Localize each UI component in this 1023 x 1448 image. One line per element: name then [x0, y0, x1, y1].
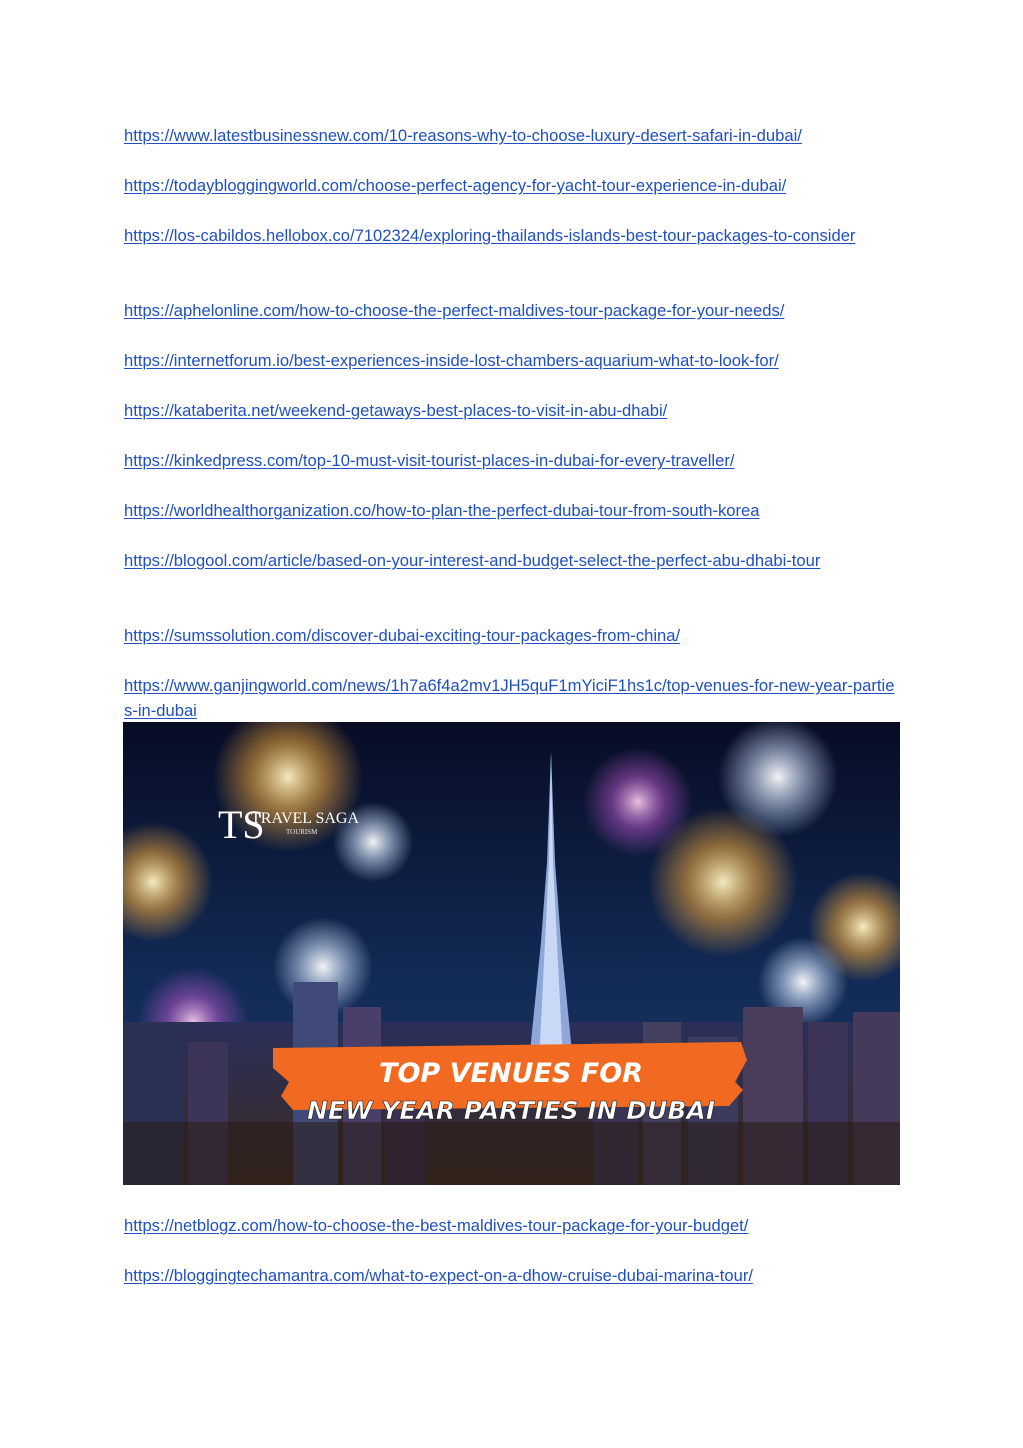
link-los-cabildos[interactable]: https://los-cabildos.hellobox.co/7102324/exploring-thailands-islands-best-tour-packages-to-consider: [124, 226, 856, 245]
link-ganjingworld[interactable]: https://www.ganjingworld.com/news/1h7a6f4a2mv1JH5quF1mYiciF1hs1c/top-venues-for-new-year-parties-in-dubai: [124, 676, 895, 720]
logo-name: TRAVEL SAGA: [251, 810, 360, 827]
link-worldhealthorganization[interactable]: https://worldhealthorganization.co/how-to-plan-the-perfect-dubai-tour-from-south-korea: [124, 501, 760, 520]
link-kataberita[interactable]: https://kataberita.net/weekend-getaways-best-places-to-visit-in-abu-dhabi/: [124, 401, 668, 420]
link-internetforum[interactable]: https://internetforum.io/best-experiences-inside-lost-chambers-aquarium-what-to-look-for/: [124, 351, 779, 370]
link-todaybloggingworld[interactable]: https://todaybloggingworld.com/choose-perfect-agency-for-yacht-tour-experience-in-dubai/: [124, 176, 787, 195]
headline-line-2: NEW YEAR PARTIES IN DUBAI: [306, 1096, 716, 1125]
link-latestbusinessnew[interactable]: https://www.latestbusinessnew.com/10-reasons-why-to-choose-luxury-desert-safari-in-dubai/: [124, 126, 802, 145]
link-aphelonline[interactable]: https://aphelonline.com/how-to-choose-the-perfect-maldives-tour-package-for-your-needs/: [124, 301, 785, 320]
link-kinkedpress[interactable]: https://kinkedpress.com/top-10-must-visit-tourist-places-in-dubai-for-every-traveller/: [124, 451, 735, 470]
logo-sub: TOURISM: [286, 828, 318, 836]
headline-line-1: TOP VENUES FOR: [379, 1058, 643, 1089]
logo-mark: TS: [218, 802, 265, 847]
new-year-banner-image: [123, 722, 900, 1185]
link-sumssolution[interactable]: https://sumssolution.com/discover-dubai-exciting-tour-packages-from-china/: [124, 626, 681, 645]
link-bloggingtechamantra[interactable]: https://bloggingtechamantra.com/what-to-expect-on-a-dhow-cruise-dubai-marina-tour/: [124, 1266, 754, 1285]
link-netblogz[interactable]: https://netblogz.com/how-to-choose-the-best-maldives-tour-package-for-your-budget/: [124, 1216, 749, 1235]
link-blogool[interactable]: https://blogool.com/article/based-on-your-interest-and-budget-select-the-perfect-abu-dhabi-tour: [124, 551, 821, 570]
